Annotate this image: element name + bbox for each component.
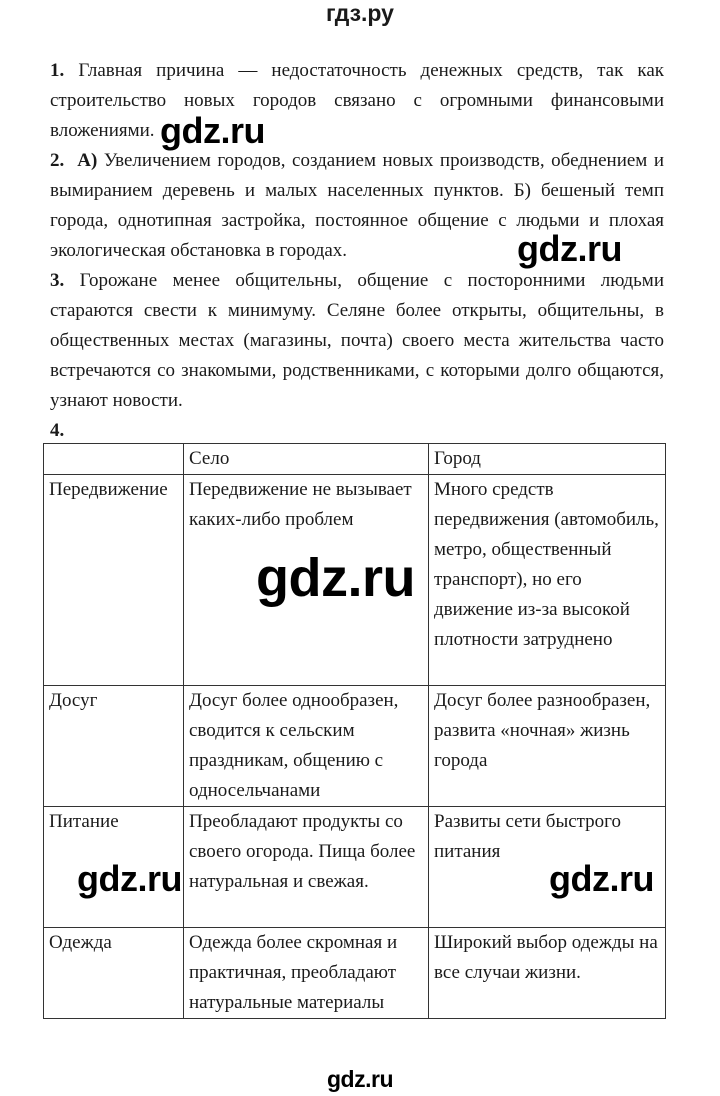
table-cell-city: Досуг более разнообразен, развита «ночная» жизнь города xyxy=(429,686,666,807)
table-cell-city: Широкий выбор одежды на все случаи жизни. xyxy=(429,928,666,1019)
table-cell-village: Передвижение не вызывает каких-либо проблем xyxy=(184,475,429,686)
answer-4 xyxy=(50,416,664,446)
table-cell-city: Много средств передвижения (автомобиль, метро, общественный транспорт), но его движение из-за высокой плотности затруднено xyxy=(429,475,666,686)
table-cell-aspect: Одежда xyxy=(44,928,184,1019)
answer-number: 2. xyxy=(50,150,65,171)
table-cell-aspect: Досуг xyxy=(44,686,184,807)
table-cell-city: Развиты сети быстрого питания xyxy=(429,807,666,928)
table-row xyxy=(44,928,666,1019)
table-cell-aspect: Питание xyxy=(44,807,184,928)
answer-3 xyxy=(50,266,664,416)
answer-text: Горожане менее общительны, общение с посторонними людьми стараются свести к минимуму. Селяне более открыты, общительны, в общественных местах (магазины, почта) своего места жительства часто встречаются со знакомыми, родственниками, с которыми долго общаются, узнают новости. xyxy=(50,270,664,411)
watermark: gdz.ru xyxy=(256,548,415,608)
table-header-cell: Село xyxy=(184,444,429,475)
watermark: gdz.ru xyxy=(160,110,265,151)
site-title: гдз.ру xyxy=(326,0,394,26)
table-header-cell: Город xyxy=(429,444,666,475)
table-header-row xyxy=(44,444,666,475)
watermark: gdz.ru xyxy=(77,858,182,899)
table-cell-village: Одежда более скромная и практичная, преобладают натуральные материалы xyxy=(184,928,429,1019)
answer-text: Главная причина — недостаточность денежных средств, так как строительство новых городов связано с огромными финансовыми вложениями. xyxy=(50,60,665,141)
footer-watermark: gdz.ru xyxy=(327,1066,393,1092)
answer-sublabel: А) xyxy=(77,150,98,171)
table-cell-village: Преобладают продукты со своего огорода. Пища более натуральная и свежая. xyxy=(184,807,429,928)
answer-1 xyxy=(50,56,664,146)
answer-number: 3. xyxy=(50,270,65,291)
table-header-cell xyxy=(44,444,184,475)
table-cell-aspect: Передвижение xyxy=(44,475,184,686)
answer-text: Увеличением городов, созданием новых производств, обеднением и вымиранием деревень и малых населенных пунктов. Б) бешеный темп города, однотипная застройка, постоянное общение с людьми и плохая экологическая обстановка в городах. xyxy=(50,150,664,261)
watermark: gdz.ru xyxy=(549,858,654,899)
table-row xyxy=(44,686,666,807)
answer-number: 4. xyxy=(50,420,65,441)
answer-number: 1. xyxy=(50,60,65,81)
watermark: gdz.ru xyxy=(517,228,622,269)
comparison-table xyxy=(43,443,666,1019)
table-cell-village: Досуг более однообразен, сводится к сельским праздникам, общению с односельчанами xyxy=(184,686,429,807)
